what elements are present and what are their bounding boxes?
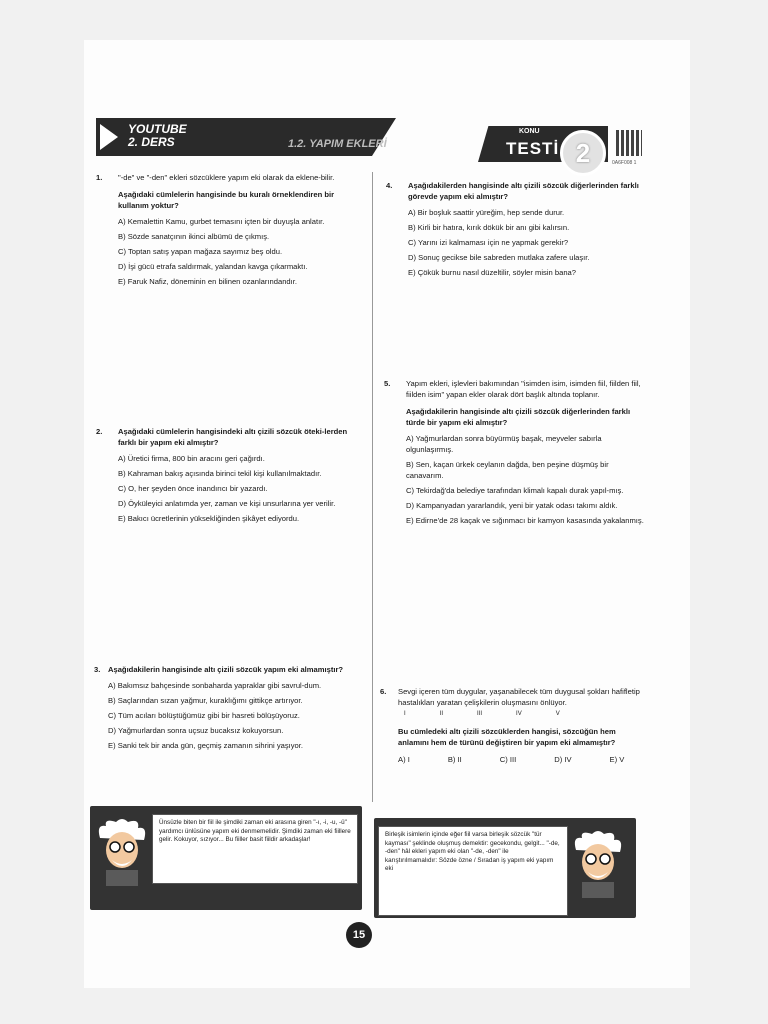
question-prompt: Aşağıdakilerin hangisinde altı çizili sözcük diğerlerinden farklı türde bir yapım eki almıştır? bbox=[406, 407, 631, 427]
option-b[interactable]: B) Kirli bir hatıra, kırık dökük bir anı gibi kalırsın. bbox=[408, 223, 570, 232]
option-c[interactable]: C) Toptan satış yapan mağaza sayımız beş oldu. bbox=[118, 247, 283, 256]
option-a[interactable]: A) Bakımsız bahçesinde sonbaharda yapraklar gibi savrul-dum. bbox=[108, 681, 322, 690]
roman-numeral: IV bbox=[516, 711, 522, 717]
column-divider bbox=[372, 172, 373, 802]
roman-numeral-row bbox=[404, 709, 648, 720]
question-3 bbox=[94, 664, 358, 755]
option-d[interactable]: D) Sonuç gecikse bile sabreden mutlaka zafere ulaşır. bbox=[408, 253, 590, 262]
question-number: 1. bbox=[96, 173, 103, 182]
roman-numeral: V bbox=[555, 711, 560, 717]
option-b[interactable]: B) II bbox=[447, 755, 462, 764]
question-prompt: Aşağıdaki cümlelerin hangisindeki altı çizili sözcük öteki-lerden farklı bir yapım eki almıştır? bbox=[118, 427, 348, 447]
option-a[interactable]: A) Kemalettin Kamu, gurbet temasını içten bir duyuşla anlatır. bbox=[118, 217, 325, 226]
question-prompt: Aşağıdaki cümlelerin hangisinde bu kuralı örneklendiren bir kullanım yoktur? bbox=[118, 190, 335, 210]
question-number: 4. bbox=[386, 181, 393, 190]
question-prompt: Aşağıdakilerin hangisinde altı çizili sözcük yapım eki almamıştır? bbox=[108, 665, 344, 674]
option-e[interactable]: E) Edirne'de 28 kaçak ve sığınmacı bir kamyon kasasında yakalanmış. bbox=[406, 516, 644, 525]
option-b[interactable]: B) Sözde sanatçının ikinci albümü de çıkmış. bbox=[118, 232, 270, 241]
option-a[interactable]: A) Üretici firma, 800 bin aracını geri çağırdı. bbox=[118, 454, 265, 463]
question-stem: Sevgi içeren tüm duygular, yaşanabilecek tüm duygusal şokları hafifletip hastalıkları yaratan çelişkilerin oluşmasını önlüyor. bbox=[398, 687, 640, 707]
qr-code-label: 0A6F008 1 bbox=[612, 160, 637, 166]
tip-box-left: Ünsüzle biten bir fiil ile şimdiki zaman eki arasına giren "-ı, -i, -u, -ü" yardımcı ünlüsüne yapım eki denmemelidir. Şimdiki zaman eki fiillere gelir. Kokuyor, sızıyor... Bu fiiller basit fiildir arkadaşlar! bbox=[152, 814, 358, 884]
option-e[interactable]: E) Çökük burnu nasıl düzeltilir, söyler misin bana? bbox=[408, 268, 576, 277]
question-6 bbox=[380, 686, 648, 765]
question-2 bbox=[96, 426, 358, 528]
question-prompt: Aşağıdakilerden hangisinde altı çizili sözcük diğerlerinden farklı görevde yapım eki almıştır? bbox=[408, 181, 639, 201]
option-d[interactable]: D) İşi gücü etrafa saldırmak, yalandan kavga çıkarmaktı. bbox=[118, 262, 308, 271]
question-1 bbox=[96, 172, 358, 291]
qr-code-icon[interactable] bbox=[616, 130, 642, 156]
option-e[interactable]: E) Bakıcı ücretlerinin yüksekliğinden şikâyet ediyordu. bbox=[118, 514, 300, 523]
option-d[interactable]: D) Öyküleyici anlatımda yer, zaman ve kişi unsurlarına yer verilir. bbox=[118, 499, 336, 508]
option-e[interactable]: E) V bbox=[609, 755, 625, 764]
option-a[interactable]: A) Yağmurlardan sonra büyürmüş başak, meyveler sabırla olgunlaşırmış. bbox=[406, 434, 602, 454]
option-a[interactable]: A) I bbox=[398, 755, 410, 764]
option-c[interactable]: C) Tekirdağ'da belediye tarafından klimalı kapalı durak yapıl-mış. bbox=[406, 486, 624, 495]
test-number-badge: 2 bbox=[560, 130, 606, 176]
roman-numeral: I bbox=[404, 711, 406, 717]
question-number: 3. bbox=[94, 665, 101, 674]
option-e[interactable]: E) Sanki tek bir anda gün, geçmiş zamanın sihrini yaşıyor. bbox=[108, 741, 303, 750]
question-number: 5. bbox=[384, 379, 391, 388]
option-b[interactable]: B) Saçlarından sızan yağmur, kuraklığımı gittikçe artırıyor. bbox=[108, 696, 303, 705]
options-row bbox=[398, 754, 648, 765]
option-c[interactable]: C) III bbox=[499, 755, 517, 764]
option-b[interactable]: B) Kahraman bakış açısında birinci tekil kişi kullanılmaktadır. bbox=[118, 469, 322, 478]
option-d[interactable]: D) Yağmurlardan sonra uçsuz bucaksız kokuyorsun. bbox=[108, 726, 284, 735]
question-stem: Yapım ekleri, işlevleri bakımından "isimden isim, isimden fiil, fiilden fiil, fiilden isim" yapan ekler olarak dört başlık altında toplanır. bbox=[406, 379, 641, 399]
question-4 bbox=[386, 180, 648, 282]
section-title: 1.2. YAPIM EKLERİ bbox=[288, 138, 387, 150]
option-a[interactable]: A) Bir boşluk saattir yüreğim, hep sende durur. bbox=[408, 208, 565, 217]
question-number: 2. bbox=[96, 427, 103, 436]
konu-label: KONU bbox=[519, 128, 540, 135]
option-c[interactable]: C) Tüm acıları bölüştüğümüz gibi bir hasreti bölüşüyoruz. bbox=[108, 711, 300, 720]
option-b[interactable]: B) Sen, kaçan ürkek ceylanın dağda, ben peşine düşmüş bir canavarım. bbox=[406, 460, 609, 480]
professor-icon bbox=[570, 828, 626, 898]
roman-numeral: II bbox=[439, 711, 444, 717]
header-youtube: YOUTUBE 2. DERS bbox=[128, 122, 187, 149]
professor-icon bbox=[94, 816, 150, 886]
question-number: 6. bbox=[380, 687, 387, 696]
page-number: 15 bbox=[346, 922, 372, 948]
question-5 bbox=[384, 378, 648, 530]
question-prompt: Bu cümledeki altı çizili sözcüklerden hangisi, sözcüğün hem anlamını hem de türünü değiştiren bir yapım eki almamıştır? bbox=[398, 727, 616, 747]
option-e[interactable]: E) Faruk Nafiz, döneminin en bilinen ozanlarındandır. bbox=[118, 277, 297, 286]
question-stem: "-de" ve "-den" ekleri sözcüklere yapım eki olarak da eklene-bilir. bbox=[118, 173, 335, 182]
option-d[interactable]: D) IV bbox=[554, 755, 572, 764]
tip-box-right: Birleşik isimlerin içinde eğer fiil varsa birleşik sözcük "tür kayması" şeklinde oluşmuş demektir: gecekondu, gelgit... "-de, -den" hâl ekleri yapım eki olan "-de, -den" ile karıştırılmamalıdır: Sözde özne / Sıradan iş yapım eki yapım eki bbox=[378, 826, 568, 916]
testi-label: TESTİ bbox=[506, 139, 560, 158]
play-icon bbox=[100, 124, 118, 150]
option-d[interactable]: D) Kampanyadan yararlandık, yeni bir yatak odası takımı aldık. bbox=[406, 501, 618, 510]
roman-numeral: III bbox=[477, 711, 483, 717]
option-c[interactable]: C) Yarını izi kalmaması için ne yapmak gerekir? bbox=[408, 238, 569, 247]
option-c[interactable]: C) O, her şeyden önce inandırıcı bir yazardı. bbox=[118, 484, 268, 493]
